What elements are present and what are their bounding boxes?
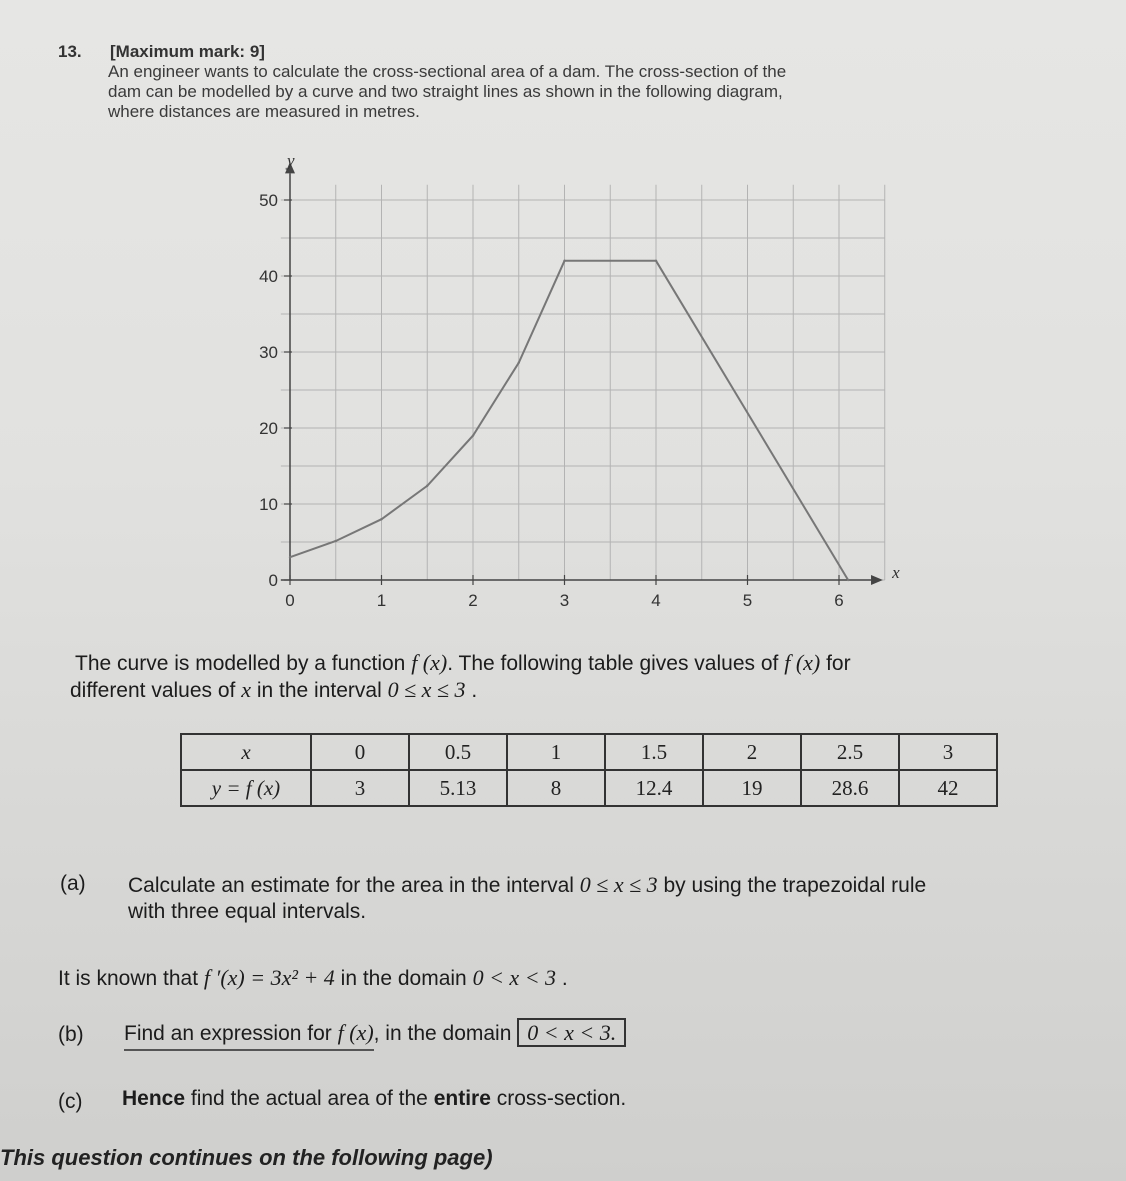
dam-profile-point [847, 579, 849, 581]
text-run: different values of [70, 679, 242, 702]
table-cell: 3 [899, 734, 997, 770]
y-tick-label: 0 [268, 571, 278, 590]
table-cell: 3 [311, 770, 409, 806]
part-c-label: (c) [58, 1090, 83, 1113]
part-b-line [124, 1020, 626, 1046]
text-run: for [820, 652, 851, 675]
table-cell: 2.5 [801, 734, 899, 770]
math-domain: 0 < x < 3 [472, 965, 557, 990]
text-run: by using the trapezoidal rule [657, 874, 927, 897]
table-cell: 1.5 [605, 734, 703, 770]
dam-profile-point [472, 434, 474, 436]
part-b-label: (b) [58, 1023, 84, 1046]
x-axis-arrow-icon [871, 575, 883, 585]
table-intro-line-1 [75, 650, 851, 676]
text-run: . The following table gives values of [447, 652, 785, 675]
part-a-label: (a) [60, 872, 86, 895]
text-run: , in the domain [373, 1022, 518, 1045]
x-tick-label: 5 [742, 591, 753, 610]
text-run: find the actual area of the [185, 1087, 434, 1110]
y-tick-label: 40 [259, 267, 278, 286]
part-b-underlined [124, 1022, 374, 1051]
dam-profile-point [335, 540, 337, 542]
text-run: cross-section. [490, 1087, 627, 1110]
dam-profile-point [380, 518, 382, 520]
math-f-of-x: f (x) [784, 650, 821, 675]
dam-profile-line [290, 261, 848, 580]
y-axis-label: y [287, 150, 295, 170]
table-intro-line-2 [70, 677, 477, 703]
dam-profile-point [563, 260, 565, 262]
math-derivative: f ′(x) = 3x² + 4 [203, 965, 335, 990]
table-cell: 0.5 [409, 734, 507, 770]
math-x: x [241, 677, 251, 702]
x-tick-label: 6 [834, 591, 844, 610]
math-f-of-x: f (x) [337, 1020, 374, 1045]
function-values-table [180, 733, 998, 807]
y-tick-label: 20 [259, 419, 278, 438]
math-f-of-x: f (x) [411, 650, 448, 675]
table-header-y: y = f (x) [181, 770, 311, 806]
table-row-y [181, 770, 997, 806]
part-a-line-2: with three equal intervals. [128, 900, 367, 923]
text-run-bold: Hence [122, 1087, 186, 1110]
dam-profile-point [289, 556, 291, 558]
y-tick-label: 30 [259, 343, 278, 362]
table-cell: 2 [703, 734, 801, 770]
table-cell: 0 [311, 734, 409, 770]
known-derivative-line [58, 965, 568, 991]
text-run: The curve is modelled by a function [75, 652, 412, 675]
dam-profile-point [655, 260, 657, 262]
x-tick-label: 0 [285, 591, 295, 610]
table-cell: 42 [899, 770, 997, 806]
y-tick-label: 10 [259, 495, 278, 514]
text-run: . [556, 967, 568, 990]
text-run: Calculate an estimate for the area in the interval [128, 874, 580, 897]
dam-profile-point [518, 361, 520, 363]
maximum-mark: [Maximum mark: 9] [110, 42, 265, 61]
dam-profile-point [426, 485, 428, 487]
dam-profile-points [289, 260, 850, 582]
part-a-line-1 [128, 872, 926, 898]
text-run: . [465, 679, 478, 702]
intro-line: An engineer wants to calculate the cross-sectional area of a dam. The cross-section of the [108, 62, 787, 81]
part-c-line [122, 1087, 626, 1111]
x-axis-label: x [892, 563, 900, 582]
x-tick-label: 1 [376, 591, 387, 610]
text-run: It is known that [58, 967, 204, 990]
text-run: Find an expression for [124, 1022, 338, 1045]
table-cell: 12.4 [605, 770, 703, 806]
math-interval: 0 ≤ x ≤ 3 [387, 677, 466, 702]
table-cell: 1 [507, 734, 605, 770]
x-tick-label: 2 [468, 591, 478, 610]
table-cell: 28.6 [801, 770, 899, 806]
text-run: in the domain [334, 967, 473, 990]
y-tick-label: 50 [259, 191, 278, 210]
table-cell: 19 [703, 770, 801, 806]
graph-axes [281, 162, 883, 585]
text-run: in the interval [251, 679, 388, 702]
question-number: 13. [58, 42, 82, 61]
intro-line: dam can be modelled by a curve and two straight lines as shown in the following diagram, [108, 82, 783, 101]
text-run-bold: entire [433, 1087, 491, 1110]
table-header-x: x [181, 734, 311, 770]
table-cell: 5.13 [409, 770, 507, 806]
x-tick-label: 3 [559, 591, 570, 610]
dam-cross-section-graph [230, 150, 930, 630]
question-intro [108, 62, 978, 122]
graph-grid [281, 185, 885, 580]
math-domain-boxed: 0 < x < 3. [517, 1018, 626, 1047]
continues-footer: This question continues on the following page) [0, 1145, 493, 1170]
table-row-x [181, 734, 997, 770]
graph-ticks [259, 191, 844, 610]
x-tick-label: 4 [651, 591, 661, 610]
math-interval: 0 ≤ x ≤ 3 [579, 872, 658, 897]
table-cell: 8 [507, 770, 605, 806]
intro-line: where distances are measured in metres. [108, 102, 420, 121]
